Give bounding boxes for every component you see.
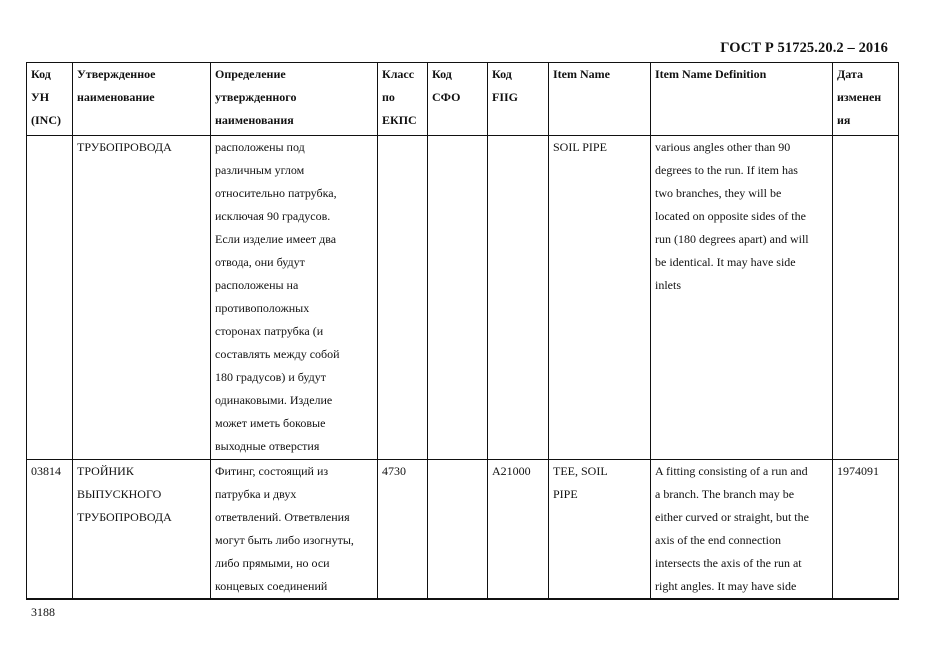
table-row	[27, 136, 899, 460]
cell-approved-name: ТРУБОПРОВОДА	[73, 136, 211, 460]
cell-date: 1974091	[833, 460, 899, 600]
cell-definition: расположены под различным углом относительно патрубка, исключая 90 градусов. Если изделие имеет два отвода, они будут расположены на противоположных сторонах патрубка (и составлять между собой 180 градусов) и будут одинаковыми. Изделие может иметь боковые выходные отверстия	[211, 136, 378, 460]
cell-item-definition: various angles other than 90 degrees to the run. If item has two branches, they will be located on opposite sides of the run (180 degrees apart) and will be identical. It may have side inlets	[651, 136, 833, 460]
cell-fiig: A21000	[488, 460, 549, 600]
cell-sfo	[428, 460, 488, 600]
cell-inc: 03814	[27, 460, 73, 600]
col-header-class: Класс по ЕКПС	[378, 63, 428, 136]
cell-item-definition: A fitting consisting of a run and a branch. The branch may be either curved or straight, but the axis of the end connection intersects the axis of the run at right angles. It may have side	[651, 460, 833, 600]
table-row	[27, 460, 899, 600]
document-standard-code: ГОСТ Р 51725.20.2 – 2016	[720, 40, 888, 56]
table-header-row	[27, 63, 899, 136]
col-header-item-name: Item Name	[549, 63, 651, 136]
col-header-approved-name: Утвержденное наименование	[73, 63, 211, 136]
cell-sfo	[428, 136, 488, 460]
col-header-fiig: Код FIIG	[488, 63, 549, 136]
cell-definition: Фитинг, состоящий из патрубка и двух ответвлений. Ответвления могут быть либо изогнуты, либо прямыми, но оси концевых соединений	[211, 460, 378, 600]
cell-class: 4730	[378, 460, 428, 600]
col-header-date: Дата изменен ия	[833, 63, 899, 136]
cell-approved-name: ТРОЙНИК ВЫПУСКНОГО ТРУБОПРОВОДА	[73, 460, 211, 600]
col-header-item-definition: Item Name Definition	[651, 63, 833, 136]
catalog-table	[26, 62, 899, 600]
col-header-sfo: Код СФО	[428, 63, 488, 136]
cell-fiig	[488, 136, 549, 460]
cell-date	[833, 136, 899, 460]
page-number: 3188	[31, 605, 55, 619]
cell-class	[378, 136, 428, 460]
cell-item-name: SOIL PIPE	[549, 136, 651, 460]
col-header-definition: Определение утвержденного наименования	[211, 63, 378, 136]
col-header-inc: Код УН (INC)	[27, 63, 73, 136]
cell-item-name: TEE, SOIL PIPE	[549, 460, 651, 600]
cell-inc	[27, 136, 73, 460]
